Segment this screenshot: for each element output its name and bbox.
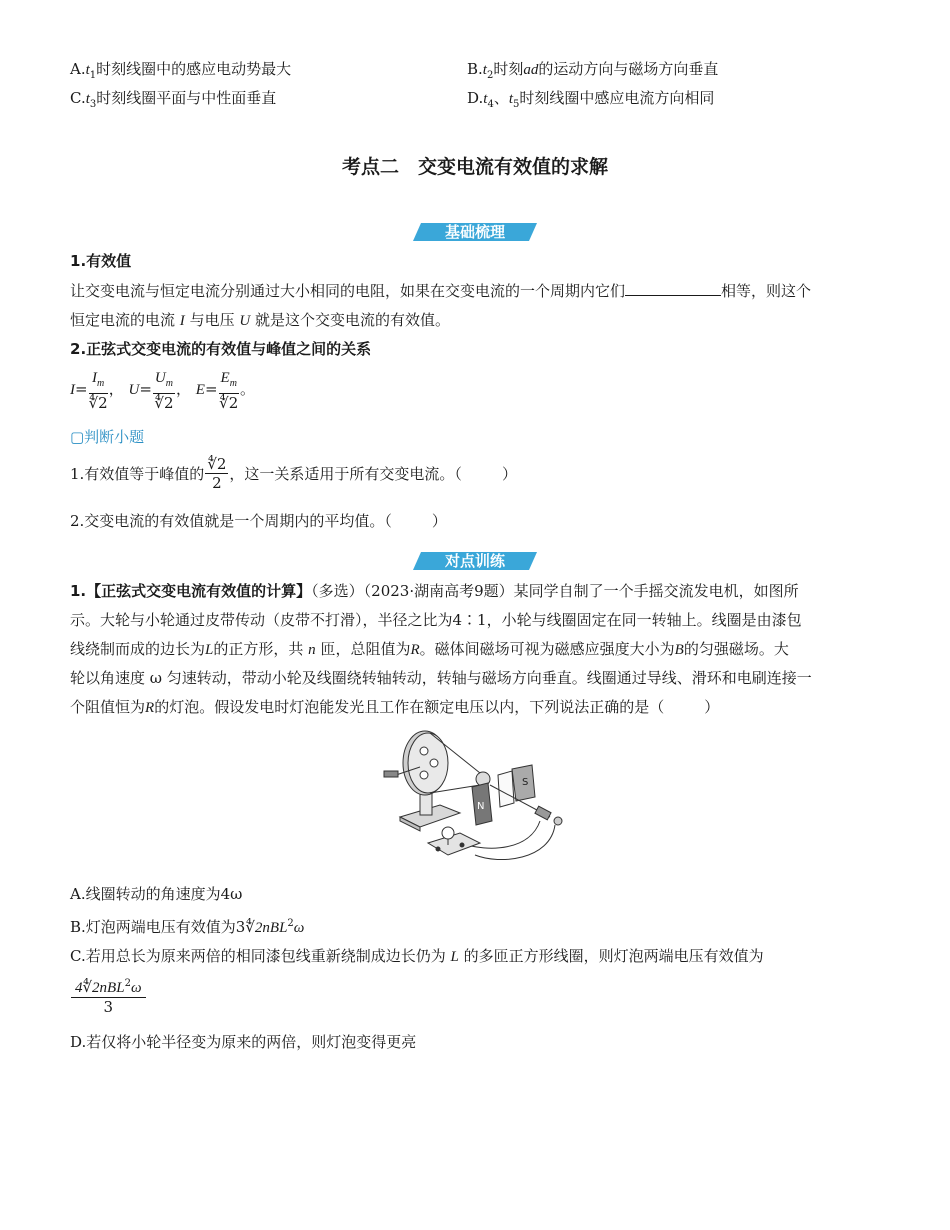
- section-title: 考点二 交变电流有效值的求解: [341, 156, 608, 178]
- option-c-prev: $C.t_3$时刻线圈平面与中性面垂直: [70, 89, 277, 110]
- problem-line4: 轮以角速度 ω 匀速转动，带动小轮及线圈绕转轴转动，转轴与磁场方向垂直。线圈通过导线、滑环和电刷连接一: [70, 669, 812, 687]
- problem-line2: 示。大轮与小轮通过皮带传动（皮带不打滑），半径之比为4∶1，小轮与线圈固定在同一转轴上。线圈是由漆包: [70, 611, 802, 629]
- svg-text:N: N: [477, 801, 485, 812]
- option-d-prev: $D.t_4$、$t_5$时刻线圈中感应电流方向相同: [467, 89, 715, 110]
- rms-formula: I= $\frac{I_m}{∜2}$ ， U= $\frac{U_m}{∜2}$ ， E= $\frac{E_m}{∜2}$ 。: [70, 370, 255, 412]
- item1-line1: 让交变电流与恒定电流分别通过大小相同的电阻，如果在交变电流的一个周期内它们 相等，则这个: [70, 282, 812, 300]
- choice-c-fraction: $\frac{4∜2nBL^2\omega}{3}$: [70, 975, 147, 1016]
- choice-d[interactable]: D.若仅将小轮半径变为原来的两倍，则灯泡变得更亮: [70, 1033, 417, 1051]
- lamp-board: [428, 833, 480, 855]
- svg-text:S: S: [522, 777, 529, 788]
- judge-label: ▢判断小题: [70, 428, 145, 446]
- banner-basics-text: 基础梳理: [444, 223, 506, 241]
- judge-q1: 1.有效值等于峰值的 $\frac{∜2}{2}$ ，这一关系适用于所有交变电流。（ ）: [70, 455, 517, 492]
- banner-practice: [413, 550, 537, 572]
- item1-line2: 恒定电流的电流 I 与电压 U 就是这个交变电流的有效值。: [70, 311, 451, 329]
- option-b-prev: $B.t_2$时刻ad的运动方向与磁场方向垂直: [467, 60, 719, 81]
- banner-practice-text: 对点训练: [444, 552, 506, 570]
- choice-a[interactable]: A.线圈转动的角速度为4ω: [70, 885, 243, 903]
- coil: [498, 771, 514, 807]
- problem-line1: 1.【正弦式交变电流有效值的计算】（多选）（2023·湖南高考9题）某同学自制了一个手摇交流发电机，如图所: [70, 582, 799, 600]
- slip-rings: [535, 806, 551, 820]
- problem-line5: 个阻值恒为R的灯泡。假设发电时灯泡能发光且工作在额定电压以内，下列说法正确的是（ ）: [70, 698, 720, 716]
- item1-title: 1.有效值: [70, 252, 132, 270]
- choice-b[interactable]: B.灯泡两端电压有效值为3∜2nBL$^2$ω: [70, 918, 305, 936]
- item2-title: 2.正弦式交变电流的有效值与峰值之间的关系: [70, 340, 372, 358]
- generator-figure: [380, 725, 575, 870]
- option-a-prev: $A.t_1$时刻线圈中的感应电动势最大: [70, 60, 292, 81]
- problem-line3: 线绕制而成的边长为L的正方形，共 n 匝，总阻值为R。磁体间磁场可视为磁感应强度大小为B的匀强磁场。大: [70, 640, 789, 658]
- lamp-bulb: [442, 827, 454, 839]
- fill-blank[interactable]: [625, 281, 721, 296]
- banner-basics: [413, 221, 537, 243]
- choice-c[interactable]: C.若用总长为原来两倍的相同漆包线重新绕制成边长仍为 L 的多匝正方形线圈，则灯泡两端电压有效值为: [70, 947, 764, 965]
- judge-q2: 2.交变电流的有效值就是一个周期内的平均值。（ ）: [70, 512, 447, 530]
- crank-handle: [384, 771, 398, 777]
